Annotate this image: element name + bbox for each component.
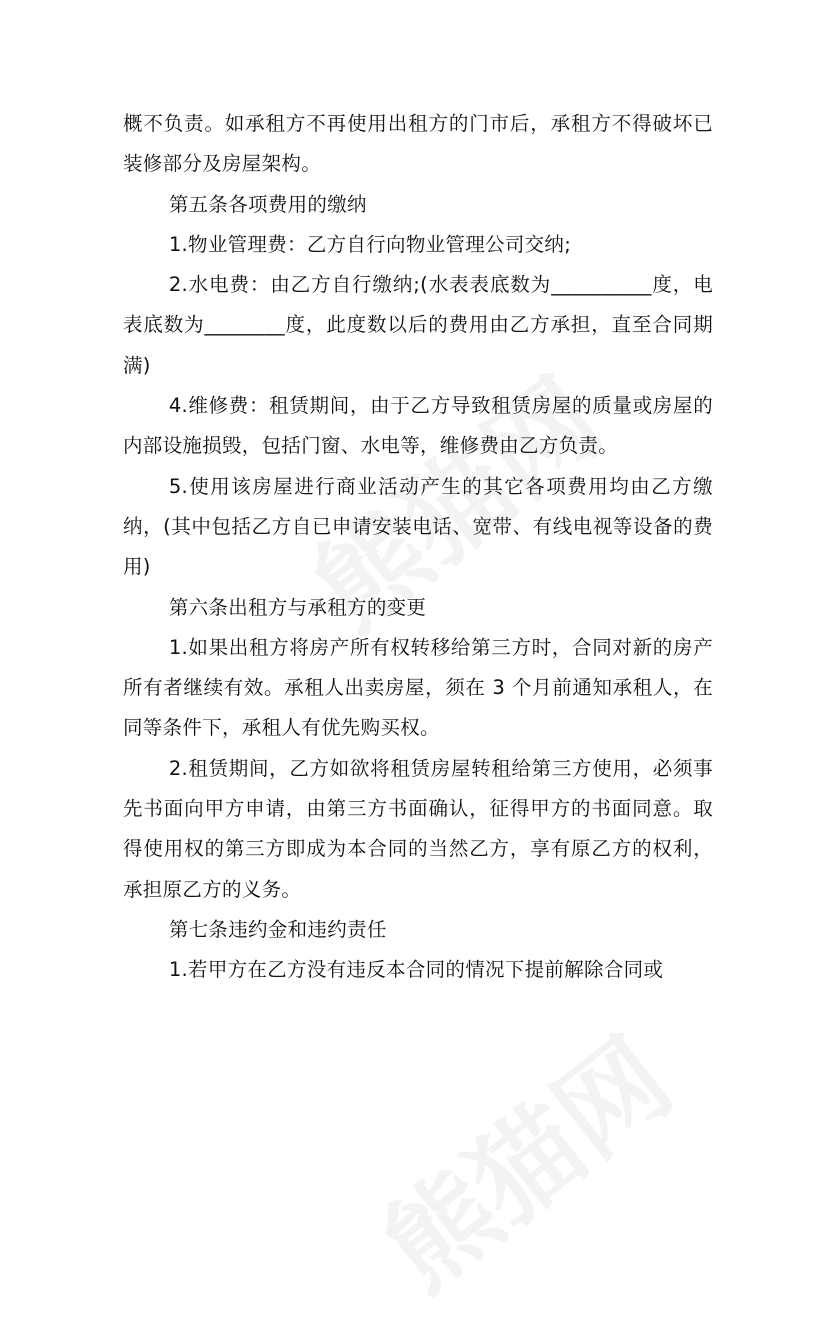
paragraph-property-fee: 1.物业管理费：乙方自行向物业管理公司交纳; bbox=[168, 232, 572, 256]
section-heading-article-6: 第六条出租方与承租方的变更 bbox=[168, 595, 427, 619]
paragraph-utilities-fee: 2.水电费：由乙方自行缴纳;(水表表底数为__________度，电表底数为________度，此度数以后的费用由乙方承担，直至合同期满) bbox=[123, 273, 713, 377]
document-body bbox=[123, 104, 713, 991]
section-heading-article-5: 第五条各项费用的缴纳 bbox=[168, 192, 367, 216]
paragraph-ownership-transfer: 1.如果出租方将房产所有权转移给第三方时，合同对新的房产所有者继续有效。承租人出卖房屋，须在 3 个月前通知承租人，在同等条件下，承租人有优先购买权。 bbox=[123, 635, 713, 740]
paragraph-sublease: 2.租赁期间，乙方如欲将租赁房屋转租给第三方使用，必须事先书面向甲方申请，由第三方书面确认，征得甲方的书面同意。取得使用权的第三方即成为本合同的当然乙方，享有原乙方的权利，承担原乙方的义务。 bbox=[123, 756, 713, 901]
watermark bbox=[347, 997, 698, 1318]
paragraph-other-fees: 5.使用该房屋进行商业活动产生的其它各项费用均由乙方缴纳，(其中包括乙方自已申请安装电话、宽带、有线电视等设备的费用) bbox=[123, 474, 713, 579]
paragraph-maintenance-fee: 4.维修费：租赁期间，由于乙方导致租赁房屋的质量或房屋的内部设施损毁，包括门窗、水电等，维修费由乙方负责。 bbox=[123, 394, 713, 458]
paragraph-early-termination: 1.若甲方在乙方没有违反本合同的情况下提前解除合同或 bbox=[168, 958, 664, 982]
section-heading-article-7: 第七条违约金和违约责任 bbox=[168, 917, 387, 941]
paragraph-continuation: 概不负责。如承租方不再使用出租方的门市后，承租方不得破坏已装修部分及房屋架构。 bbox=[123, 112, 713, 176]
